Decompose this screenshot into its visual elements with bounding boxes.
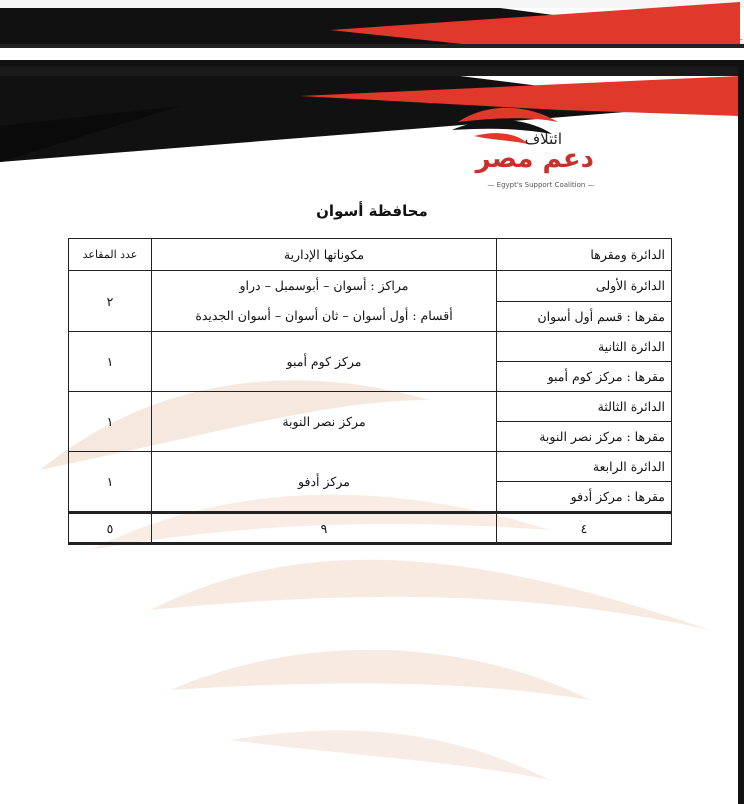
components-line: أقسام : أول أسوان – ثان أسوان – أسوان الجديدة bbox=[195, 308, 453, 323]
district-name: الدائرة الرابعة bbox=[497, 452, 672, 482]
logo-name-text: دعم مصر bbox=[475, 144, 594, 174]
district-name: الدائرة الثالثة bbox=[497, 392, 672, 422]
total-seats: ٥ bbox=[69, 513, 152, 544]
header-banner bbox=[0, 66, 744, 176]
districts-table bbox=[68, 238, 672, 545]
components-line: مراكز : أسوان – أبوسمبل – دراو bbox=[239, 278, 409, 293]
district-components bbox=[152, 271, 497, 332]
table-row bbox=[69, 271, 672, 302]
logo-english-text: — Egypt's Support Coalition — bbox=[487, 181, 595, 189]
top-banner bbox=[0, 0, 744, 66]
table-row bbox=[69, 452, 672, 482]
total-components: ٩ bbox=[152, 513, 497, 544]
district-name: الدائرة الأولى bbox=[497, 271, 672, 302]
district-seats: ١ bbox=[69, 392, 152, 452]
district-name: الدائرة الثانية bbox=[497, 332, 672, 362]
district-seat: مقرها : مركز كوم أمبو bbox=[497, 362, 672, 392]
district-seats: ٢ bbox=[69, 271, 152, 332]
header-components: مكوناتها الإدارية bbox=[152, 239, 497, 271]
table-row bbox=[69, 392, 672, 422]
district-seats: ١ bbox=[69, 452, 152, 513]
district-components: مركز أدفو bbox=[152, 452, 497, 513]
header-district: الدائرة ومقرها bbox=[497, 239, 672, 271]
district-seat: مقرها : مركز نصر النوبة bbox=[497, 422, 672, 452]
coalition-logo bbox=[448, 100, 608, 196]
page-title: محافظة أسوان bbox=[316, 202, 428, 220]
right-edge-strip bbox=[738, 66, 744, 804]
logo-alliance-text: ائتلاف bbox=[524, 130, 562, 148]
total-districts: ٤ bbox=[497, 513, 672, 544]
district-seats: ١ bbox=[69, 332, 152, 392]
table-row bbox=[69, 332, 672, 362]
totals-row bbox=[69, 513, 672, 544]
district-seat: مقرها : مركز أدفو bbox=[497, 482, 672, 513]
header-seats: عدد المقاعد bbox=[69, 239, 152, 271]
table-header-row bbox=[69, 239, 672, 271]
district-seat: مقرها : قسم أول أسوان bbox=[497, 301, 672, 332]
district-components: مركز نصر النوبة bbox=[152, 392, 497, 452]
district-components: مركز كوم أمبو bbox=[152, 332, 497, 392]
